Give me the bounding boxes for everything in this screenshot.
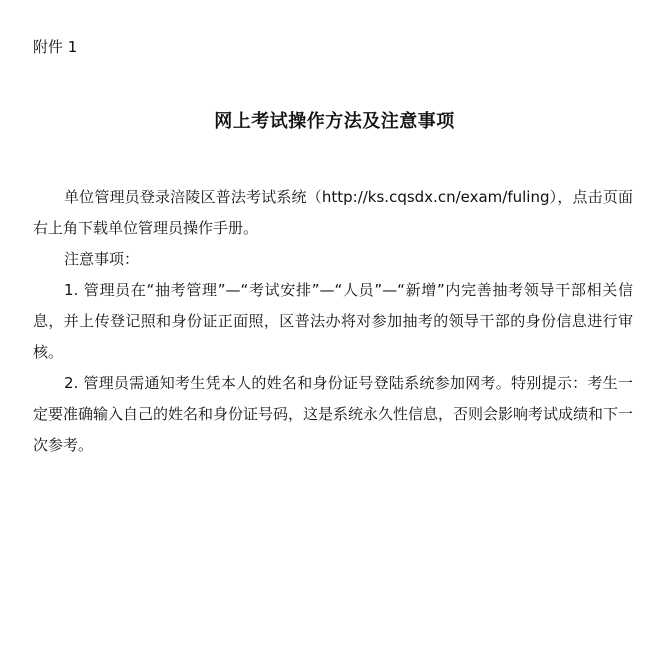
document-title: 网上考试操作方法及注意事项 bbox=[214, 111, 455, 132]
attachment-label: 附件 1 bbox=[33, 38, 78, 56]
note-item-1: 1. 管理员在“抽考管理”—“考试安排”—“人员”—“新增”内完善抽考领导干部相关信息，并上传登记照和身份证正面照，区普法办将对参加抽考的领导干部的身份信息进行审核。 bbox=[33, 281, 633, 361]
notes-heading: 注意事项： bbox=[64, 250, 140, 268]
intro-paragraph: 单位管理员登录涪陵区普法考试系统（http://ks.cqsdx.cn/exam/fuling），点击页面右上角下载单位管理员操作手册。 bbox=[33, 188, 633, 237]
note-item-2: 2. 管理员需通知考生凭本人的姓名和身份证号登陆系统参加网考。特别提示：考生一定要准确输入自己的姓名和身份证号码，这是系统永久性信息，否则会影响考试成绩和下一次参考。 bbox=[33, 374, 634, 454]
document-body bbox=[33, 182, 633, 461]
